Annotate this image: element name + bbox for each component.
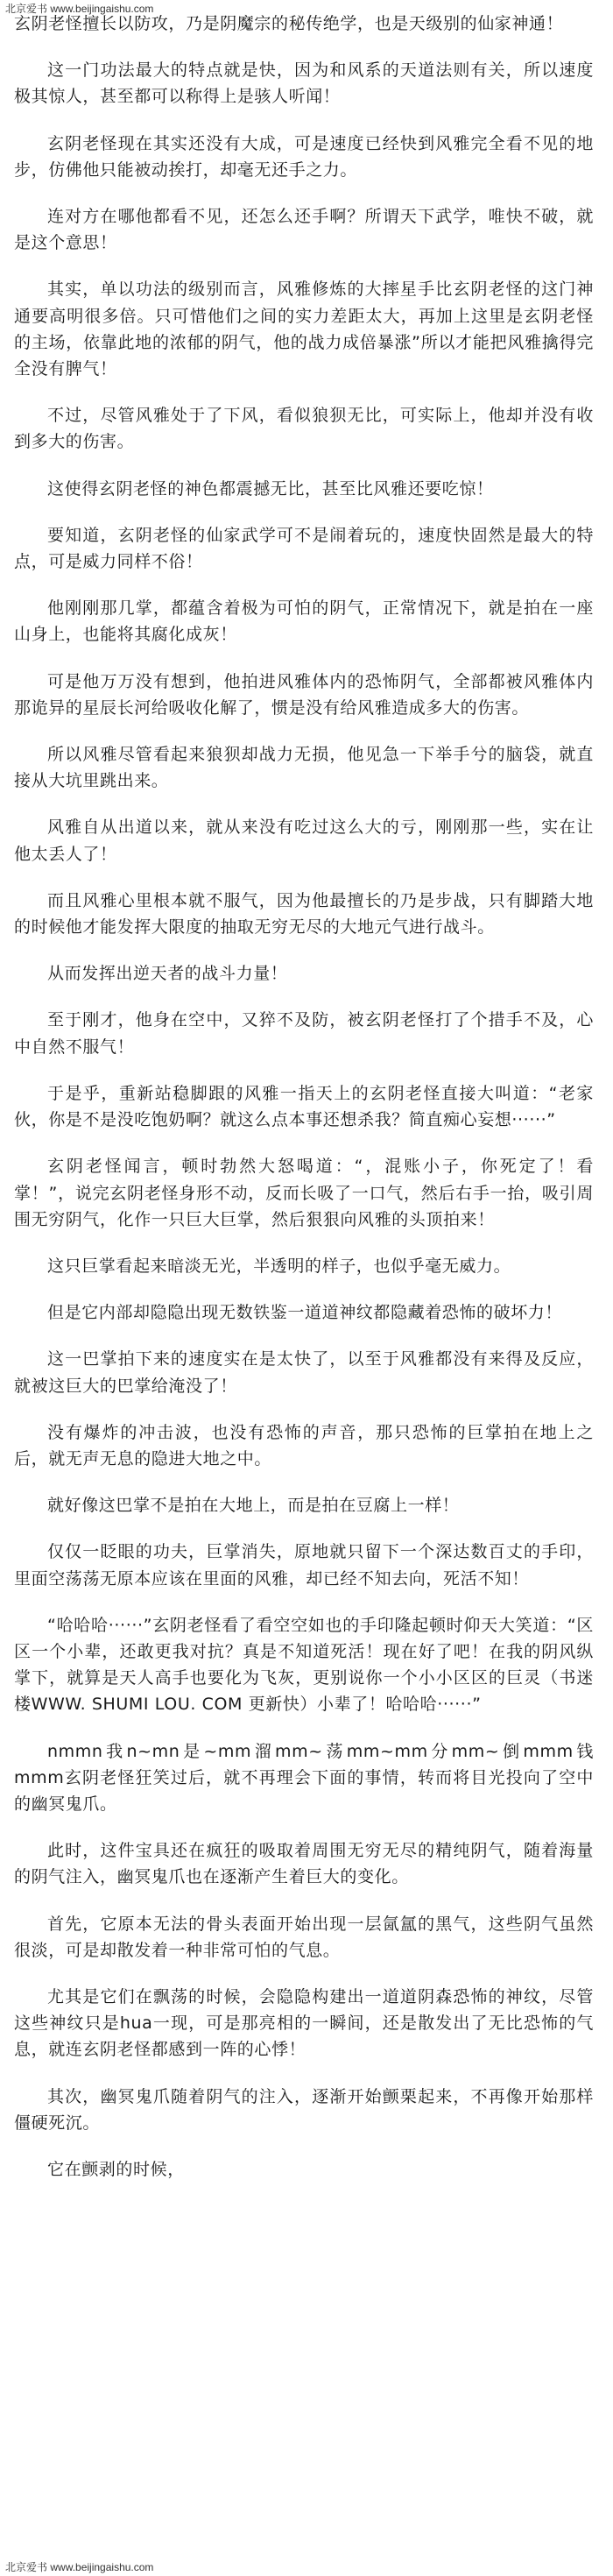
paragraph: 不过，尽管风雅处于了下风，看似狼狈无比，可实际上，他却并没有收到多大的伤害。 — [14, 406, 594, 452]
paragraph: 所以风雅尽管看起来狼狈却战力无损，他见急一下举手兮的脑袋，就直接从大坑里跳出来。 — [14, 745, 594, 791]
site-name: 北京爱书 — [5, 2561, 48, 2573]
paragraph: “哈哈哈······”玄阴老怪看了看空空如也的手印隆起顿时仰天大笑道：“区区一个小辈，还敢更我对抗？真是不知道死活！现在好了吧！在我的阴风纵掌下，就算是天人高手也要化为飞灰，更别说你一个小小区区的巨灵（书迷楼WWW. SHUMI LOU. COM 更新快）小辈了！哈哈哈······” — [14, 1615, 594, 1715]
paragraph: 尤其是它们在飘荡的时候，会隐隐构建出一道道阴森恐怖的神纹，尽管这些神纹只是hua一现，可是那亮相的一瞬间，还是散发出了无比恐怖的气息，就连玄阴老怪都感到一阵的心悸！ — [14, 1986, 594, 2060]
paragraph: 这一门功法最大的特点就是快，因为和风系的天道法则有关，所以速度极其惊人，甚至都可以称得上是骇人听闻！ — [14, 60, 594, 107]
paragraph: nmmn我n~mn是~mm溜mm~荡mm~mm分mm~倒mmm钱mmm玄阴老怪狂笑过后，就不再理会下面的事情，转而将目光投向了空中的幽冥鬼爪。 — [14, 1741, 594, 1814]
paragraph: 要知道，玄阴老怪的仙家武学可不是闹着玩的，速度快固然是最大的特点，可是威力同样不俗！ — [14, 525, 594, 572]
site-name: 北京爱书 — [5, 3, 48, 15]
paragraph: 其实，单以功法的级别而言，风雅修炼的大摔星手比玄阴老怪的这门神通要高明很多倍。只可惜他们之间的实力差距太大，再加上这里是玄阴老怪的主场，依靠此地的浓郁的阴气，他的战力成倍暴涨”所以才能把风雅擒得完全没有脾气！ — [14, 280, 594, 379]
paragraph: 至于刚才，他身在空中，又猝不及防，被玄阴老怪打了个措手不及，心中自然不服气！ — [14, 1010, 594, 1057]
paragraph: 玄阴老怪现在其实还没有大成，可是速度已经快到风雅完全看不见的地步，仿佛他只能被动挨打，却毫无还手之力。 — [14, 133, 594, 180]
paragraph: 从而发挥出逆天者的战斗力量！ — [47, 964, 288, 984]
paragraph: 首先，它原本无法的骨头表面开始出现一层氤氲的黑气，这些阴气虽然很淡，可是却散发着一种非常可怕的气息。 — [14, 1914, 594, 1960]
paragraph: 可是他万万没有想到，他拍进风雅体内的恐怖阴气，全部都被风雅体内那诡异的星辰长河给吸收化解了，惯是没有给风雅造成多大的伤害。 — [14, 671, 594, 718]
paragraph: 这只巨掌看起来暗淡无光，半透明的样子，也似乎毫无威力。 — [47, 1256, 511, 1276]
site-url: www.beijingaishu.com — [50, 2561, 154, 2573]
paragraph: 而且风雅心里根本就不服气，因为他最擅长的乃是步战，只有脚踏大地的时候他才能发挥大限度的抽取无穷无尽的大地元气进行战斗。 — [14, 890, 594, 938]
site-watermark-footer — [5, 2560, 153, 2574]
paragraph: 仅仅一眨眼的功夫，巨掌消失，原地就只留下一个深达数百丈的手印，里面空荡荡无原本应该在里面的风雅，却已经不知去向，死活不知！ — [14, 1542, 594, 1589]
paragraph: 风雅自从出道以来，就从来没有吃过这么大的亏，刚刚那一些，实在让他太丢人了！ — [14, 817, 594, 864]
paragraph: 玄阴老怪擅长以防攻，乃是阴魔宗的秘传绝学，也是天级别的仙家神通！ — [14, 14, 564, 33]
paragraph: 这一巴掌拍下来的速度实在是太快了，以至于风雅都没有来得及反应，就被这巨大的巴掌给淹没了！ — [14, 1349, 594, 1396]
paragraph: 连对方在哪他都看不见，还怎么还手啊？所谓天下武学，唯快不破，就是这个意思！ — [14, 207, 594, 253]
paragraph: 其次，幽冥鬼爪随着阴气的注入，逐渐开始颤栗起来，不再像开始那样僵硬死沉。 — [14, 2086, 594, 2133]
paragraph: 没有爆炸的冲击波，也没有恐怖的声音，那只恐怖的巨掌拍在地上之后，就无声无息的隐进大地之中。 — [14, 1422, 594, 1468]
paragraph: 它在颤剥的时候， — [47, 2159, 185, 2179]
paragraph: 玄阴老怪闻言，顿时勃然大怒喝道：“，混账小子，你死定了！看掌！”，说完玄阴老怪身形不动，反而长吸了一口气，然后右手一抬，吸引周围无穷阴气，化作一只巨大巨掌，然后狠狠向风雅的头顶拍来！ — [14, 1157, 594, 1229]
paragraph: 他刚刚那几掌，都蕴含着极为可怕的阴气，正常情况下，就是拍在一座山身上，也能将其腐化成灰！ — [14, 598, 594, 645]
paragraph: 但是它内部却隐隐出现无数铁鉴一道道神纹都隐藏着恐怖的破坏力！ — [47, 1303, 563, 1323]
chapter-text — [14, 11, 594, 2183]
paragraph: 于是乎，重新站稳脚跟的风雅一指天上的玄阴老怪直接大叫道：“老家伙，你是不是没吃饱奶啊？就这么点本事还想杀我？简直痴心妄想······” — [14, 1083, 594, 1130]
paragraph: 这使得玄阴老怪的神色都震撼无比，甚至比风雅还要吃惊！ — [47, 478, 494, 499]
paragraph: 此时，这件宝具还在疯狂的吸取着周围无穷无尽的精纯阴气，随着海量的阴气注入，幽冥鬼爪也在逐渐产生着巨大的变化。 — [14, 1841, 594, 1887]
paragraph: 就好像这巴掌不是拍在大地上，而是拍在豆腐上一样！ — [47, 1496, 460, 1516]
site-url: www.beijingaishu.com — [50, 3, 154, 15]
